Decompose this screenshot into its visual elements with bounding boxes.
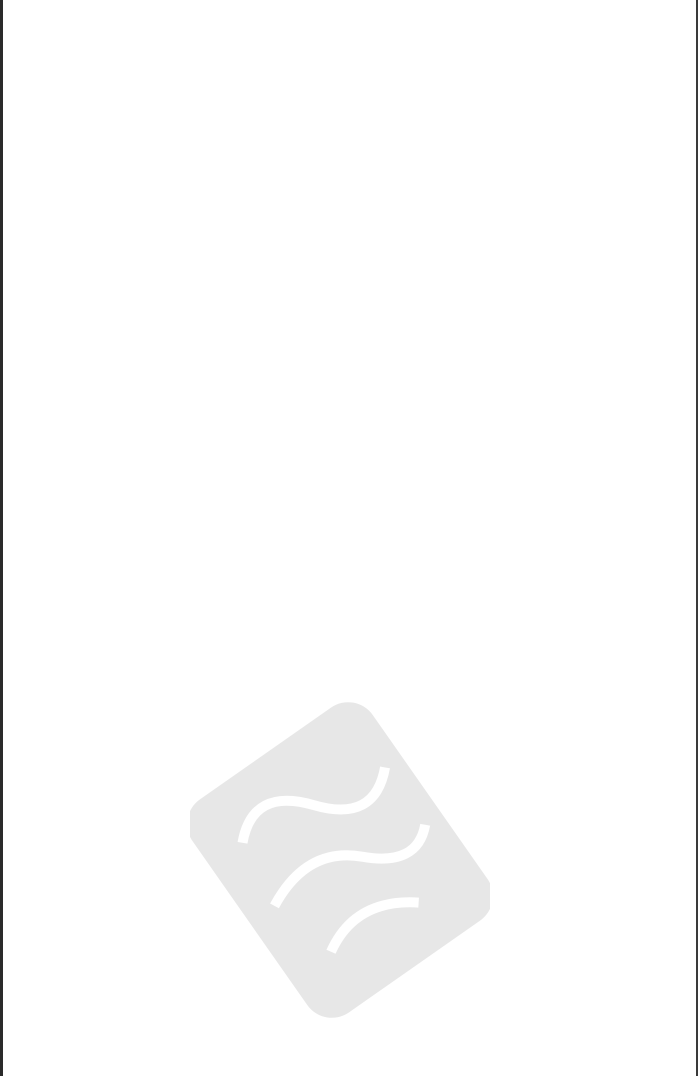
watermark-seal-icon — [190, 690, 490, 1030]
scan-right-edge — [696, 0, 698, 1076]
scan-left-edge — [0, 0, 3, 1076]
